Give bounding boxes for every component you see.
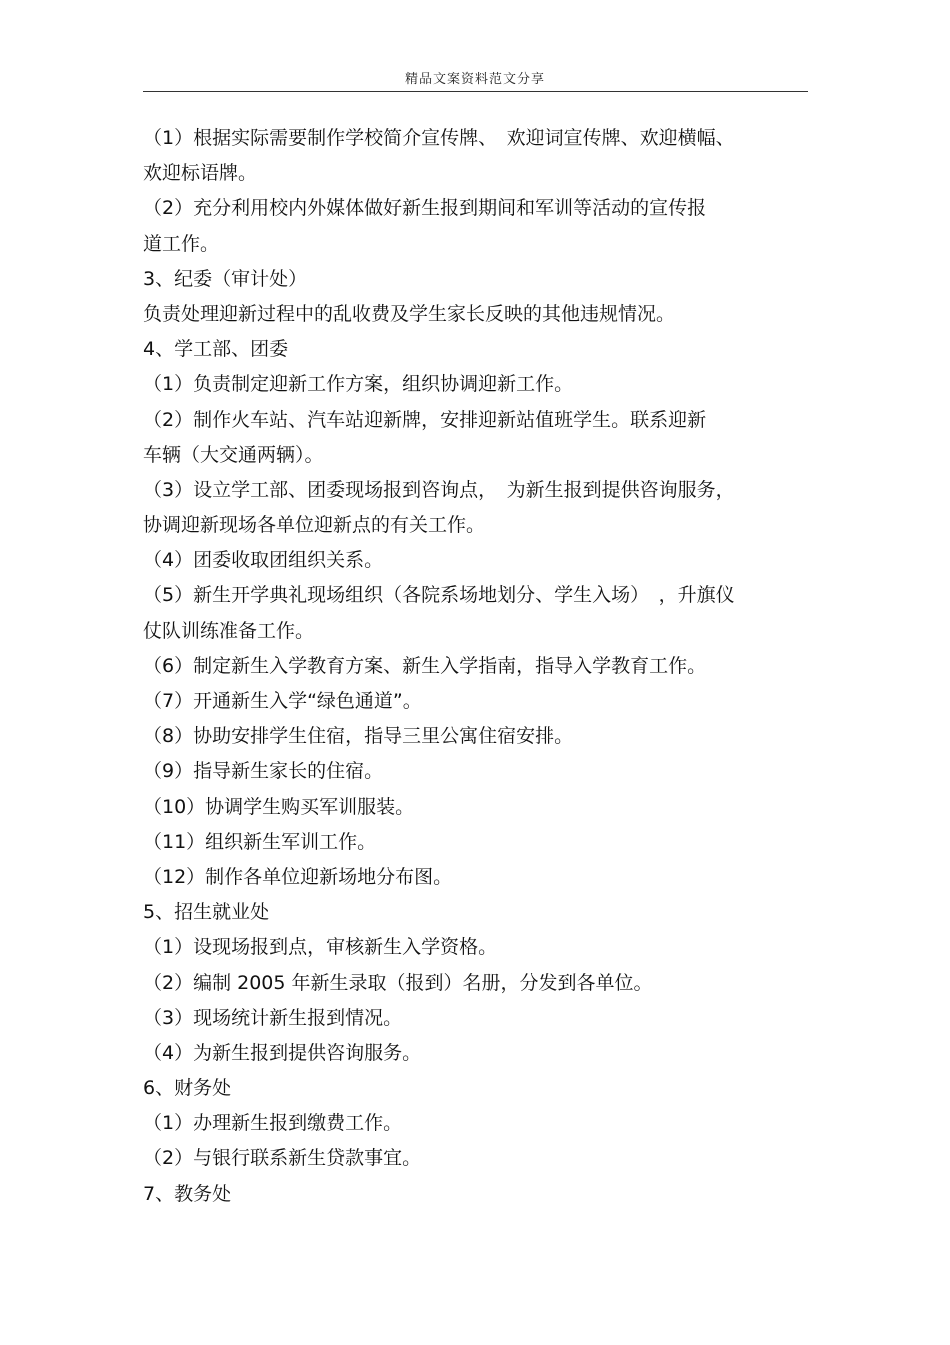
- document-body: [143, 121, 823, 1212]
- text-line: 仗队训练准备工作。: [143, 619, 315, 642]
- text-line: （2）充分利用校内外媒体做好新生报到期间和军训等活动的宣传报: [143, 197, 707, 220]
- text-line: （4）为新生报到提供咨询服务。: [143, 1041, 422, 1064]
- text-line: （6）制定新生入学教育方案、新生入学指南，指导入学教育工作。: [143, 654, 707, 677]
- text-line: （2）制作火车站、汽车站迎新牌，安排迎新站值班学生。联系迎新: [143, 408, 707, 431]
- text-line: 道工作。: [143, 232, 220, 255]
- text-line: （9）指导新生家长的住宿。: [143, 760, 384, 783]
- text-line: （1）根据实际需要制作学校简介宣传牌、 欢迎词宣传牌、欢迎横幅、: [143, 127, 735, 149]
- text-line: （10）协调学生购买军训服装。: [143, 795, 415, 818]
- section-heading: 6、财务处: [143, 1077, 232, 1100]
- text-line: （12）制作各单位迎新场地分布图。: [143, 865, 453, 888]
- header-divider: [143, 91, 808, 92]
- text-line: （3）设立学工部、团委现场报到咨询点， 为新生报到提供咨询服务，: [143, 478, 735, 501]
- text-line: （4）团委收取团组织关系。: [143, 549, 384, 572]
- text-line: （8）协助安排学生住宿，指导三里公寓住宿安排。: [143, 725, 574, 748]
- text-line: （1）设现场报到点，审核新生入学资格。: [143, 936, 498, 959]
- page-header: 精品文案资料范文分享: [404, 72, 545, 87]
- text-line: 车辆（大交通两辆）。: [143, 443, 324, 466]
- text-line: （5）新生开学典礼现场组织（各院系场地划分、学生入场） ，升旗仪: [143, 584, 735, 607]
- text-line: （2）编制 2005 年新生录取（报到）名册，分发到各单位。: [143, 971, 653, 994]
- text-line: （7）开通新生入学“绿色通道”。: [143, 690, 422, 712]
- text-line: （2）与银行联系新生贷款事宜。: [143, 1147, 422, 1170]
- section-heading: 7、教务处: [143, 1182, 232, 1205]
- text-line: （3）现场统计新生报到情况。: [143, 1006, 403, 1029]
- section-heading: 3、纪委（审计处）: [143, 267, 308, 290]
- text-line: （1）办理新生报到缴费工作。: [143, 1112, 403, 1135]
- section-heading: 5、招生就业处: [143, 901, 270, 924]
- text-line: 协调迎新现场各单位迎新点的有关工作。: [143, 514, 486, 537]
- text-line: 负责处理迎新过程中的乱收费及学生家长反映的其他违规情况。: [143, 302, 676, 325]
- text-line: 欢迎标语牌。: [143, 162, 258, 185]
- text-line: （1）负责制定迎新工作方案，组织协调迎新工作。: [143, 373, 574, 396]
- section-heading: 4、学工部、团委: [143, 338, 289, 361]
- text-line: （11）组织新生军训工作。: [143, 830, 377, 853]
